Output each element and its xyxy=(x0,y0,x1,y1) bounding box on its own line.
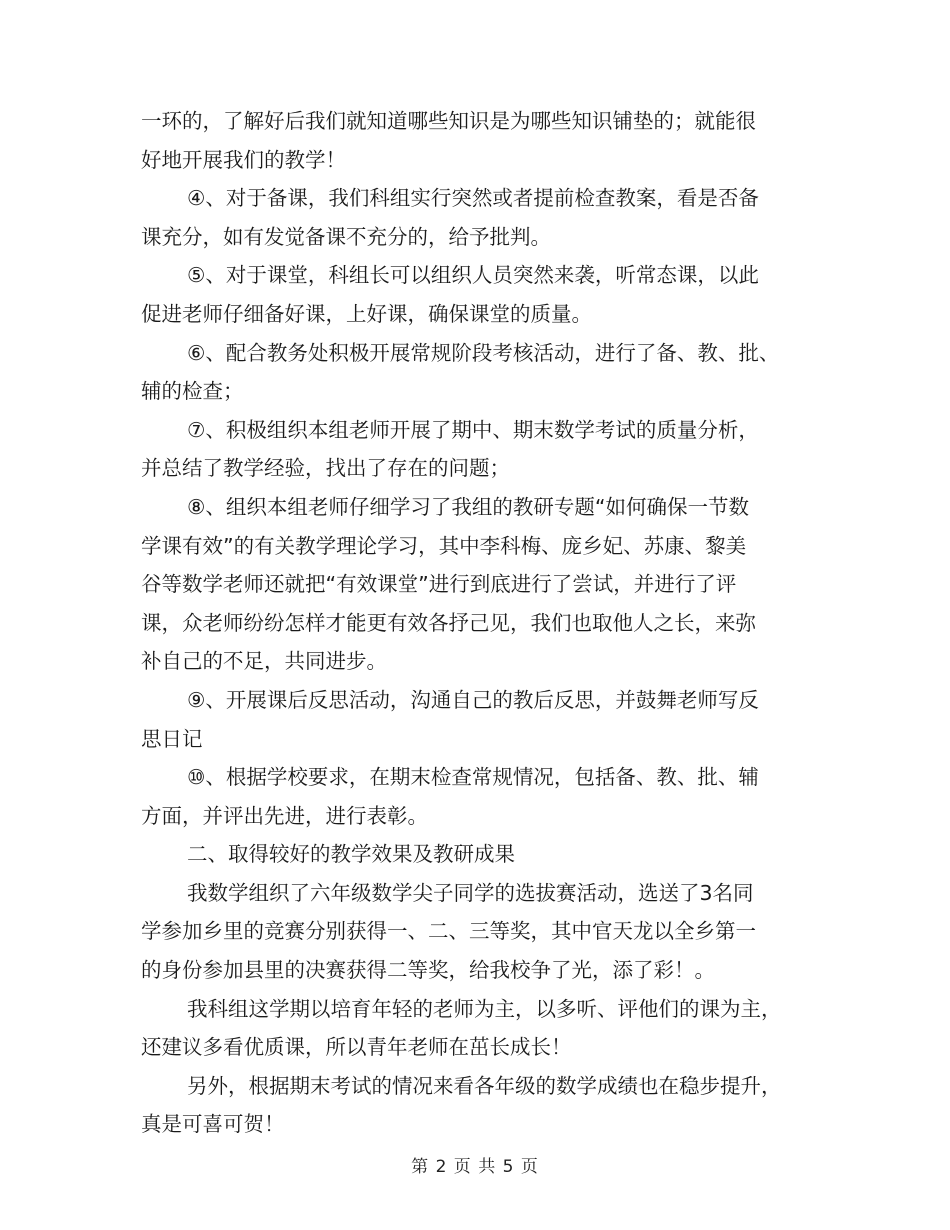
text-line: 谷等数学老师还就把“有效课堂”进行到底进行了尝试，并进行了评 xyxy=(141,572,737,597)
text-line: 好地开展我们的教学！ xyxy=(141,147,346,172)
text-line: 补自己的不足，共同进步。 xyxy=(141,649,387,674)
text-line: 思日记 xyxy=(141,726,203,751)
text-line: 课充分，如有发觉备课不充分的，给予批判。 xyxy=(141,224,551,249)
text-line: ⑧、组织本组老师仔细学习了我组的教研专题“如何确保一节数 xyxy=(187,494,749,519)
text-line: 学课有效”的有关教学理论学习，其中李科梅、庞乡妃、苏康、黎美 xyxy=(141,533,747,558)
text-line: 一环的，了解好后我们就知道哪些知识是为哪些知识铺垫的；就能很 xyxy=(141,109,756,133)
text-line: ⑤、对于课堂，科组长可以组织人员突然来袭，听常态课，以此 xyxy=(187,263,759,288)
text-line: ④、对于备课，我们科组实行突然或者提前检查教案，看是否备 xyxy=(187,186,759,211)
text-line: 促进老师仔细备好课，上好课，确保课堂的质量。 xyxy=(141,301,592,326)
text-line: 学参加乡里的竞赛分别获得一、二、三等奖，其中官天龙以全乡第一 xyxy=(141,919,756,944)
text-line: ⑦、积极组织本组老师开展了期中、期末数学考试的质量分析， xyxy=(187,417,759,442)
text-line: ⑩、根据学校要求，在期末检查常规情况，包括备、教、批、辅 xyxy=(187,765,759,790)
text-line: ⑥、配合教务处积极开展常规阶段考核活动，进行了备、教、批、 xyxy=(187,340,780,365)
text-line: 方面，并评出先进，进行表彰。 xyxy=(141,803,428,828)
document-body xyxy=(141,102,801,1144)
text-line: 二、取得较好的教学效果及教研成果 xyxy=(187,842,515,867)
text-line: 还建议多看优质课，所以青年老师在茁长成长！ xyxy=(141,1035,572,1060)
text-line: 我数学组织了六年级数学尖子同学的选拔赛活动，选送了3名同 xyxy=(187,880,754,905)
text-line: 另外，根据期末考试的情况来看各年级的数学成绩也在稳步提升， xyxy=(187,1073,782,1098)
text-line: 的身份参加县里的决赛获得二等奖，给我校争了光，添了彩！。 xyxy=(141,958,715,983)
text-line: 我科组这学期以培育年轻的老师为主，以多听、评他们的课为主， xyxy=(187,996,782,1021)
page-number-footer: 第 2 页 共 5 页 xyxy=(411,1157,539,1177)
text-line: ⑨、开展课后反思活动，沟通自己的教后反思，并鼓舞老师写反 xyxy=(187,687,759,712)
text-line: 辅的检查； xyxy=(141,379,244,404)
text-line: 真是可喜可贺！ xyxy=(141,1112,285,1137)
text-line: 课，众老师纷纷怎样才能更有效各抒己见，我们也取他人之长，来弥 xyxy=(141,610,756,635)
text-line: 并总结了教学经验，找出了存在的问题； xyxy=(141,456,510,481)
